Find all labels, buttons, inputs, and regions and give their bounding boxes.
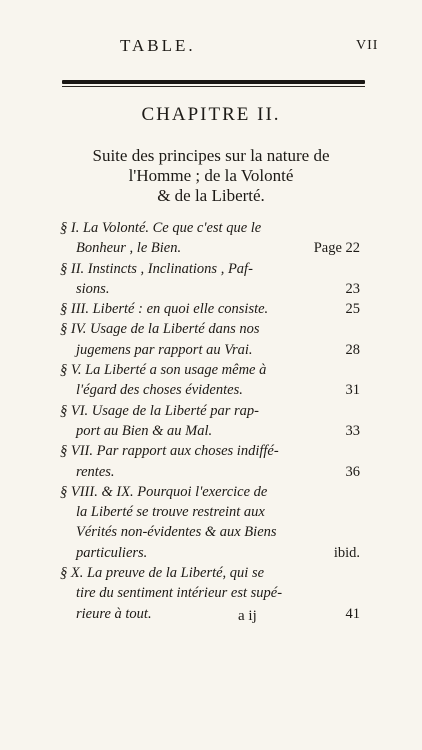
entry-text: jugemens par rapport au Vrai. xyxy=(76,341,253,358)
entry-line xyxy=(60,421,360,441)
entry-line xyxy=(60,279,360,299)
contents-entry xyxy=(60,482,360,563)
subtitle-line: Suite des principes sur la nature de xyxy=(92,146,330,165)
entry-text: § I. La Volonté. Ce que c'est que le xyxy=(60,220,262,236)
entry-text: § VIII. & IX. Pourquoi l'exercice de xyxy=(60,483,268,500)
header-rule-thin xyxy=(62,86,365,87)
entry-line xyxy=(60,583,360,603)
entry-text: port au Bien & au Mal. xyxy=(76,422,213,439)
entry-text: sions. xyxy=(76,280,110,297)
contents-entry xyxy=(60,441,360,482)
header-page-number: VII xyxy=(356,38,379,53)
contents-entry xyxy=(60,259,360,300)
entry-line xyxy=(60,340,360,360)
entry-text: rentes. xyxy=(76,463,115,480)
entry-text: § II. Instincts , Inclinations , Paf- xyxy=(60,260,253,277)
entry-line xyxy=(60,360,360,380)
entry-line xyxy=(60,462,360,482)
entry-line xyxy=(60,441,360,461)
entry-line xyxy=(60,401,360,421)
entry-text: rieure à tout. xyxy=(76,605,152,622)
entry-line xyxy=(60,319,360,339)
entry-text: § III. Liberté : en quoi elle consiste. xyxy=(60,301,269,318)
contents-list xyxy=(60,218,360,624)
entry-line xyxy=(60,604,360,624)
contents-entry xyxy=(60,401,360,442)
subtitle-line: l'Homme ; de la Volonté xyxy=(128,166,294,185)
entry-page-number: 31 xyxy=(345,382,360,399)
entry-line xyxy=(60,522,360,542)
entry-line xyxy=(60,543,360,563)
entry-line xyxy=(60,380,360,400)
entry-text: § VII. Par rapport aux choses indiffé- xyxy=(60,443,279,460)
entry-text: § X. La preuve de la Liberté, qui se xyxy=(60,565,265,582)
entry-text: Vérités non-évidentes & aux Biens xyxy=(76,524,277,541)
entry-page-number: 25 xyxy=(345,301,360,318)
entry-page-number: 23 xyxy=(345,280,360,297)
entry-page-number: ibid. xyxy=(333,544,360,561)
entry-line xyxy=(60,502,360,522)
chapter-subtitle xyxy=(0,146,422,206)
subtitle-line: & de la Liberté. xyxy=(157,186,265,205)
contents-entry xyxy=(60,299,360,319)
header-rule xyxy=(62,80,365,84)
contents-entry xyxy=(60,563,360,624)
entry-text: particuliers. xyxy=(76,544,148,561)
entry-text: la Liberté se trouve restreint aux xyxy=(76,504,265,521)
entry-line xyxy=(60,218,360,238)
entry-text: § V. La Liberté a son usage même à xyxy=(60,362,267,379)
entry-line xyxy=(60,259,360,279)
entry-page-number: Page 22 xyxy=(313,240,360,257)
entry-text: tire du sentiment intérieur est supé- xyxy=(76,585,283,602)
entry-line xyxy=(60,299,360,319)
entry-line xyxy=(60,238,360,258)
contents-entry xyxy=(60,218,360,259)
entry-page-number: 41 xyxy=(345,605,360,622)
contents-entry xyxy=(60,360,360,401)
entry-line xyxy=(60,482,360,502)
entry-page-number: 33 xyxy=(345,422,360,439)
running-header xyxy=(0,36,422,60)
chapter-heading: CHAPITRE II. xyxy=(141,104,281,125)
entry-text: § VI. Usage de la Liberté par rap- xyxy=(60,402,259,419)
entry-text: l'égard des choses évidentes. xyxy=(76,382,243,399)
entry-line xyxy=(60,563,360,583)
header-title: TABLE. xyxy=(120,36,196,55)
entry-page-number: 36 xyxy=(345,463,360,480)
entry-page-number: 28 xyxy=(345,341,360,358)
entry-text: § IV. Usage de la Liberté dans nos xyxy=(60,321,260,338)
contents-entry xyxy=(60,319,360,360)
entry-text: Bonheur , le Bien. xyxy=(76,240,182,257)
signature-mark: a ij xyxy=(238,608,257,624)
